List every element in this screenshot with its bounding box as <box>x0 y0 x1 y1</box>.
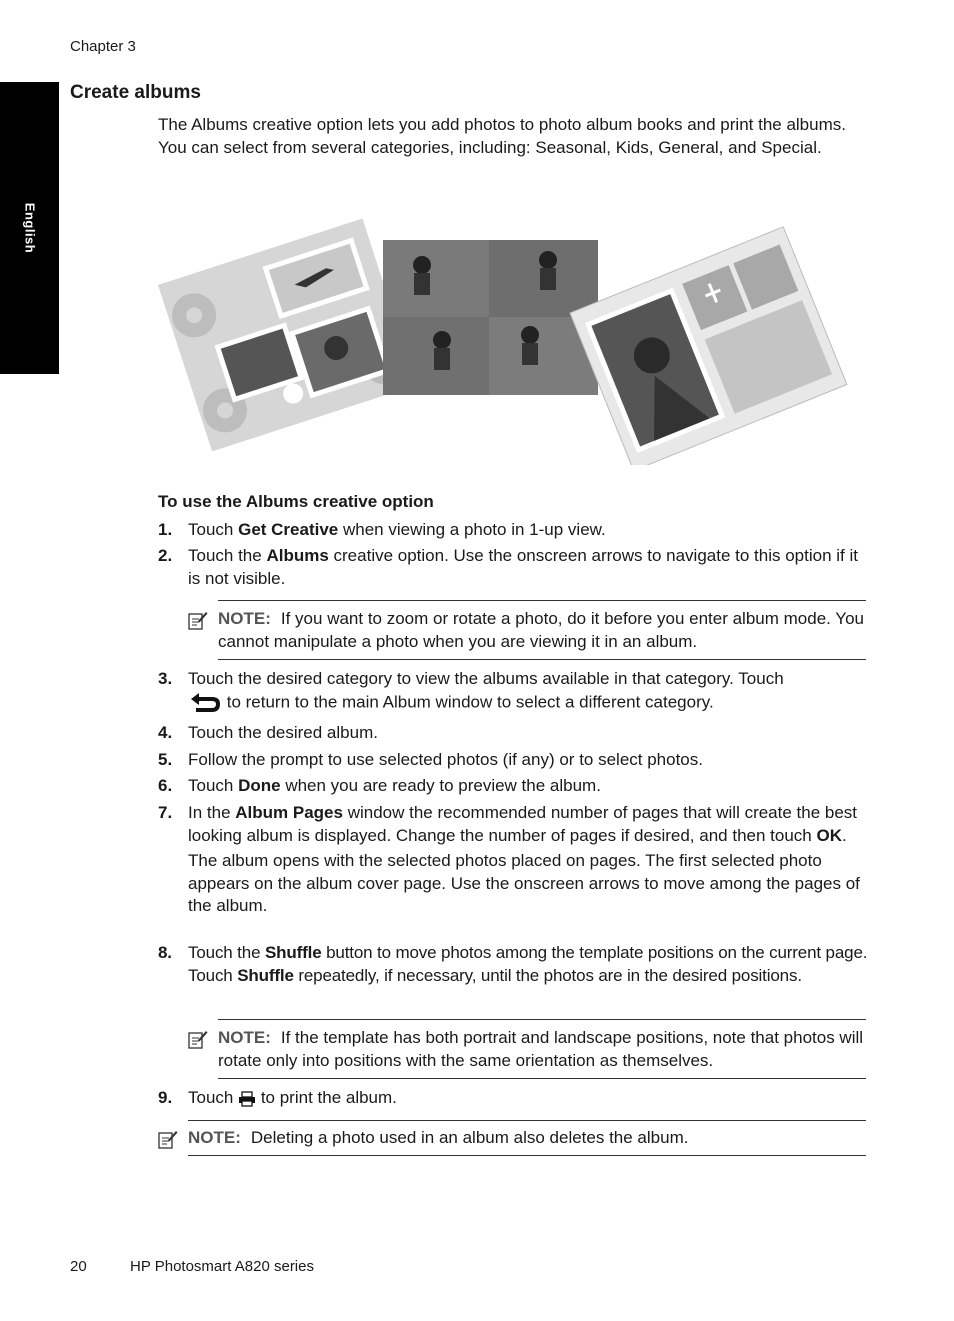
note-rule-top <box>218 600 866 601</box>
note-rule-bottom <box>218 659 866 660</box>
step-bold-text: Done <box>238 776 281 795</box>
step-bold-text: OK <box>816 825 842 845</box>
step-number: 8. <box>158 943 172 962</box>
step-text: to return to the main Album window to select a different category. <box>222 691 714 711</box>
step-text: creative option. Use the onscreen arrows to navigate to this option if it is not visible. <box>188 546 858 588</box>
step-number: 1. <box>158 520 173 539</box>
step-text: when you are ready to preview the album. <box>280 776 601 795</box>
step-text: Touch the desired category to view the albums available in that category. Touch <box>188 669 784 688</box>
step-text: Touch <box>188 520 239 539</box>
note-icon <box>188 1029 208 1049</box>
step-1 <box>158 519 870 542</box>
step-bold-text: Shuffle <box>237 965 294 985</box>
step-text: button to move photos among the template positions on the current page. Touch <box>188 943 868 985</box>
print-icon <box>238 1091 256 1107</box>
step-text: when viewing a photo in 1-up view. <box>338 520 606 539</box>
language-side-tab <box>0 82 59 374</box>
album-page-grid <box>383 240 598 395</box>
back-arrow-icon <box>188 691 222 715</box>
step-8 <box>158 942 870 987</box>
side-tab-label: English <box>22 202 37 254</box>
note-text: Deleting a photo used in an album also deletes the album. <box>250 1128 689 1147</box>
page-number: 20 <box>70 1258 87 1275</box>
album-page-film <box>158 219 417 452</box>
step-3 <box>158 668 870 715</box>
product-name: HP Photosmart A820 series <box>130 1258 314 1275</box>
note-text: If the template has both portrait and landscape positions, note that photos will rotate only into positions with the same orientation as themselves. <box>218 1028 864 1070</box>
note-rule-top <box>218 1019 866 1020</box>
note-label: NOTE: <box>188 1128 241 1147</box>
note-label: NOTE: <box>218 1028 271 1047</box>
note-1 <box>188 608 866 653</box>
step-bold-text: Shuffle <box>264 943 322 962</box>
step-text: Touch <box>188 1088 239 1107</box>
section-title: Create albums <box>70 82 201 103</box>
album-examples-illustration <box>150 205 850 465</box>
step-4 <box>158 722 870 745</box>
note-icon <box>188 610 208 630</box>
note-2 <box>188 1027 866 1072</box>
note-icon <box>158 1129 178 1149</box>
album-page-portrait <box>570 227 847 465</box>
step-number: 4. <box>158 723 173 742</box>
note-rule-bottom <box>218 1078 866 1079</box>
step-followup-text: The album opens with the selected photos placed on pages. The first selected photo appears on the album cover page. Use the onscreen arrows to move among the pages of the album. <box>188 851 860 915</box>
intro-paragraph: The Albums creative option lets you add photos to photo album books and print the albums. You can select from several categories, including: Seasonal, Kids, General, and Special. <box>158 115 846 157</box>
step-number: 5. <box>158 750 173 769</box>
step-text: In the <box>188 803 236 822</box>
step-number: 6. <box>158 776 173 795</box>
note-rule-top <box>188 1120 866 1121</box>
step-text: repeatedly, if necessary, until the photos are in the desired positions. <box>293 965 802 985</box>
note-text: If you want to zoom or rotate a photo, do it before you enter album mode. You cannot manipulate a photo when you are viewing it in an album. <box>218 609 864 651</box>
step-6 <box>158 775 870 798</box>
step-text: Touch the desired album. <box>188 723 378 742</box>
step-number: 9. <box>158 1088 173 1107</box>
procedure-title: To use the Albums creative option <box>158 492 434 511</box>
step-5 <box>158 749 870 772</box>
step-text: Touch <box>188 776 239 795</box>
note-rule-bottom <box>188 1155 866 1156</box>
step-bold-text: Album Pages <box>235 803 343 822</box>
step-text: Touch the <box>188 546 267 565</box>
step-7 <box>158 802 870 918</box>
note-label: NOTE: <box>218 609 271 628</box>
step-text: to print the album. <box>256 1088 397 1107</box>
step-9 <box>158 1087 870 1110</box>
step-text: Touch the <box>188 943 265 962</box>
step-text: . <box>841 825 847 845</box>
album-examples-svg <box>150 205 850 465</box>
step-bold-text: Albums <box>266 546 329 565</box>
step-text: Follow the prompt to use selected photos (if any) or to select photos. <box>188 750 703 769</box>
step-number: 2. <box>158 546 173 565</box>
step-text: window the recommended number of pages that will create the best looking album is displayed. Change the number of pages if desired, and then touch <box>188 803 858 845</box>
note-3 <box>158 1127 866 1150</box>
step-bold-text: Get Creative <box>238 520 339 539</box>
step-number: 7. <box>158 803 173 822</box>
chapter-label: Chapter 3 <box>70 38 136 55</box>
step-number: 3. <box>158 669 173 688</box>
step-2 <box>158 545 870 590</box>
